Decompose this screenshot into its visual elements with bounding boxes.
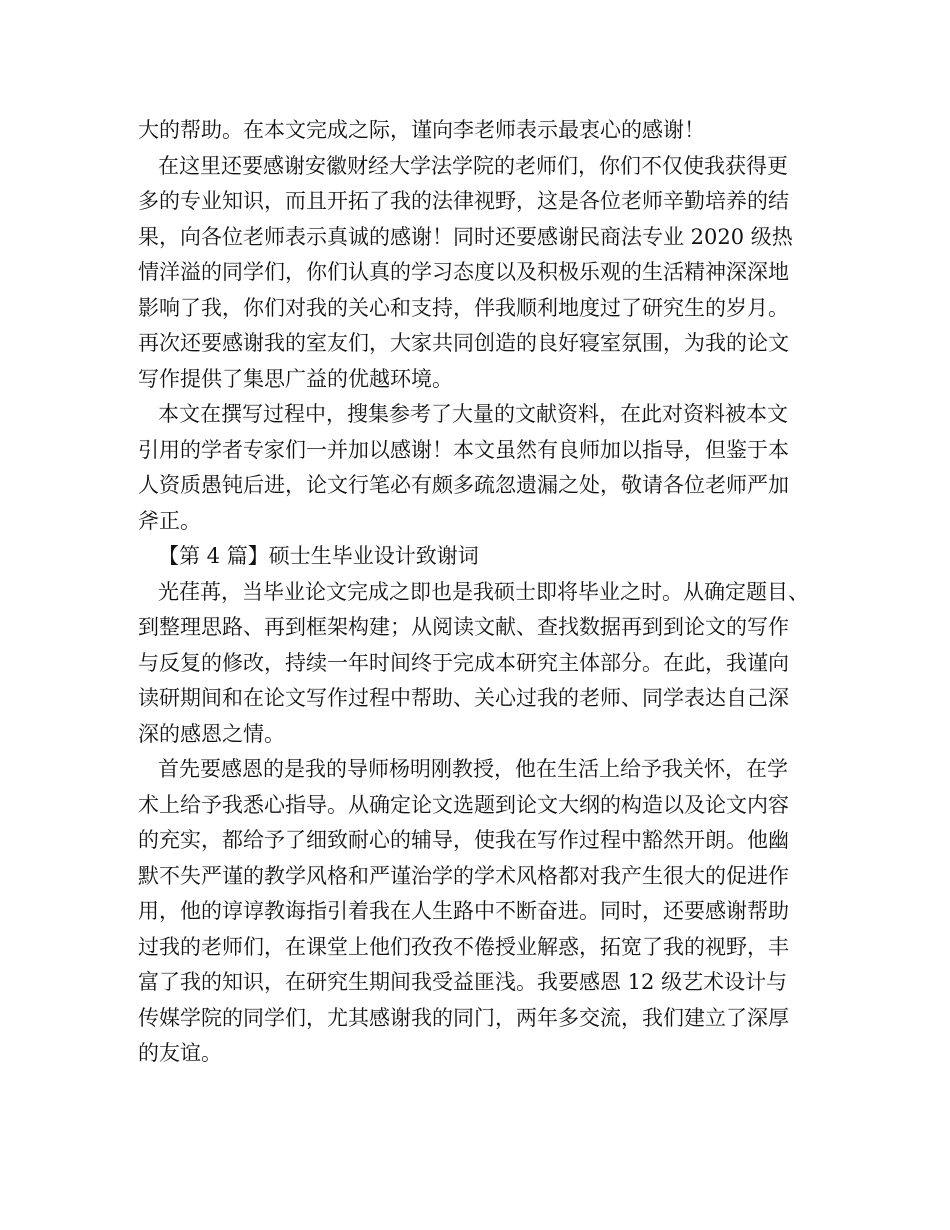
paragraph-start-line: 光荏苒，当毕业论文完成之即也是我硕士即将毕业之时。从确定题目、 [158, 579, 809, 604]
text-line: 再次还要感谢我的室友们，大家共同创造的良好寝室氛围，为我的论文 [138, 331, 789, 355]
text-line: 传媒学院的同学们，尤其感谢我的同门，两年多交流，我们建立了深厚 [138, 1005, 789, 1030]
section-heading: 【第 4 篇】硕士生毕业设计致谢词 [158, 544, 479, 568]
text-line: 写作提供了集思广益的优越环境。 [138, 366, 453, 391]
paragraph-start-line: 本文在撰写过程中，搜集参考了大量的文献资料，在此对资料被本文 [158, 402, 788, 426]
text-line: 术上给予我悉心指导。从确定论文选题到论文大纲的构造以及论文内容 [138, 792, 789, 817]
text-line: 深的感恩之情。 [138, 721, 285, 746]
text-line: 默不失严谨的教学风格和严谨治学的学术风格都对我产生很大的促进作 [138, 863, 789, 888]
text-line: 斧正。 [138, 508, 201, 533]
text-line: 情洋溢的同学们，你们认真的学习态度以及积极乐观的生活精神深深地 [138, 260, 789, 284]
text-line: 多的专业知识，而且开拓了我的法律视野，这是各位老师辛勤培养的结 [138, 189, 789, 213]
document-body [138, 113, 818, 1072]
text-line: 与反复的修改，持续一年时间终于完成本研究主体部分。在此，我谨向 [138, 650, 789, 675]
text-line: 人资质愚钝后进，论文行笔必有颇多疏忽遗漏之处，敬请各位老师严加 [138, 473, 789, 497]
text-line: 富了我的知识，在研究生期间我受益匪浅。我要感恩 12 级艺术设计与 [138, 970, 788, 994]
text-line: 用，他的谆谆教诲指引着我在人生路中不断奋进。同时，还要感谢帮助 [138, 899, 789, 923]
text-line: 影响了我，你们对我的关心和支持，伴我顺利地度过了研究生的岁月。 [138, 295, 789, 320]
text-line: 引用的学者专家们一并加以感谢！本文虽然有良师加以指导，但鉴于本 [138, 437, 789, 462]
paragraph-start-line: 在这里还要感谢安徽财经大学法学院的老师们，你们不仅使我获得更 [158, 153, 788, 178]
text-line: 的充实，都给予了细致耐心的辅导，使我在写作过程中豁然开朗。他幽 [138, 828, 789, 852]
text-line: 果，向各位老师表示真诚的感谢！同时还要感谢民商法专业 2020 级热 [138, 224, 793, 249]
text-line: 到整理思路、再到框架构建；从阅读文献、查找数据再到到论文的写作 [138, 615, 789, 639]
text-line: 的友谊。 [138, 1041, 222, 1065]
text-line: 过我的老师们，在课堂上他们孜孜不倦授业解惑，拓宽了我的视野，丰 [138, 934, 789, 959]
text-line: 读研期间和在论文写作过程中帮助、关心过我的老师、同学表达自己深 [138, 686, 789, 710]
text-line: 大的帮助。在本文完成之际，谨向李老师表示最衷心的感谢！ [138, 118, 705, 142]
paragraph-start-line: 首先要感恩的是我的导师杨明刚教授，他在生活上给予我关怀，在学 [158, 757, 788, 781]
